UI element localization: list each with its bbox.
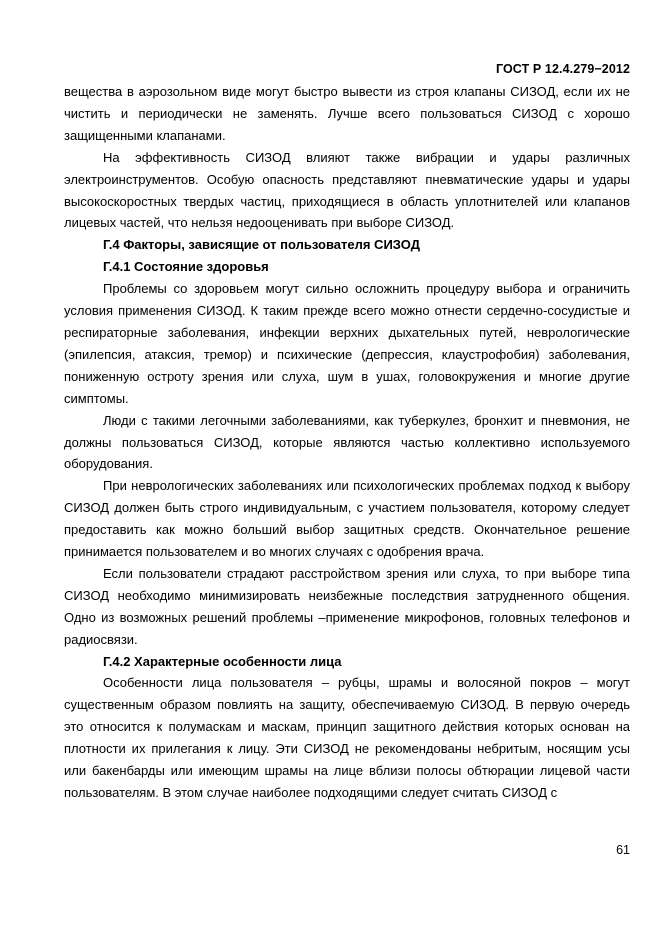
paragraph-health-problems: Проблемы со здоровьем могут сильно осложнить процедуру выбора и ограничить условия применения СИЗОД. К таким прежде всего можно отнести сердечно-сосудистые и респираторные заболевания, инфекции верхних дыхательных путей, неврологические (эпилепсия, атаксия, тремор) и психические (депрессия, клаустрофобия) заболевания, пониженную остроту зрения или слуха, шум в ушах, головокружения и многие другие симптомы. [64,281,630,406]
subsection-heading-g42: Г.4.2 Характерные особенности лица [103,653,342,669]
paragraph-lung-diseases: Люди с такими легочными заболеваниями, как туберкулез, бронхит и пневмония, не должны пользоваться СИЗОД, которые являются частью коллективно используемого оборудования. [64,412,630,472]
paragraph-continued: вещества в аэрозольном виде могут быстро вывести из строя клапаны СИЗОД, если их не чистить и периодически не заменять. Лучше всего пользоваться СИЗОД с хорошо защищенными клапанами. [64,84,630,143]
paragraph-vibration: На эффективность СИЗОД влияют также вибрации и удары различных электроинструментов. Особую опасность представляют пневматические удары и удары высокоскоростных твердых частиц, приходящиеся в область уплотнителей или клапанов лицевых частей, что нельзя недооценивать при выборе СИЗОД. [64,149,630,231]
paragraph-vision-hearing: Если пользователи страдают расстройством зрения или слуха, то при выборе типа СИЗОД необходимо минимизировать неизбежные последствия затрудненного общения. Одно из возможных решений проблемы –применение микрофонов, головных телефонов и радиосвязи. [64,565,630,647]
section-heading-g4: Г.4 Факторы, зависящие от пользователя СИЗОД [103,237,420,253]
paragraph-neurological: При неврологических заболеваниях или психологических проблемах подход к выбору СИЗОД должен быть строго индивидуальным, с участием пользователя, которому следует предоставить как можно больший выбор защитных средств. Окончательное решение принимается пользователем и во многих случаях с одобрения врача. [64,478,630,560]
document-body [64,81,630,804]
page-number: 61 [616,843,630,857]
subsection-heading-g41: Г.4.1 Состояние здоровья [103,259,269,275]
document-header: ГОСТ Р 12.4.279−2012 [495,62,630,76]
paragraph-face-features: Особенности лица пользователя – рубцы, шрамы и волосяной покров – могут существенным образом повлиять на защиту, обеспечиваемую СИЗОД. В первую очередь это относится к полумаскам и маскам, принцип защитного действия которых основан на плотности их прилегания к лицу. Эти СИЗОД не рекомендованы небритым, носящим усы или бакенбарды или имеющим шрамы на лице вблизи полосы обтюрации лицевой части пользователям. В этом случае наиболее подходящими следует считать СИЗОД с [64,675,630,800]
